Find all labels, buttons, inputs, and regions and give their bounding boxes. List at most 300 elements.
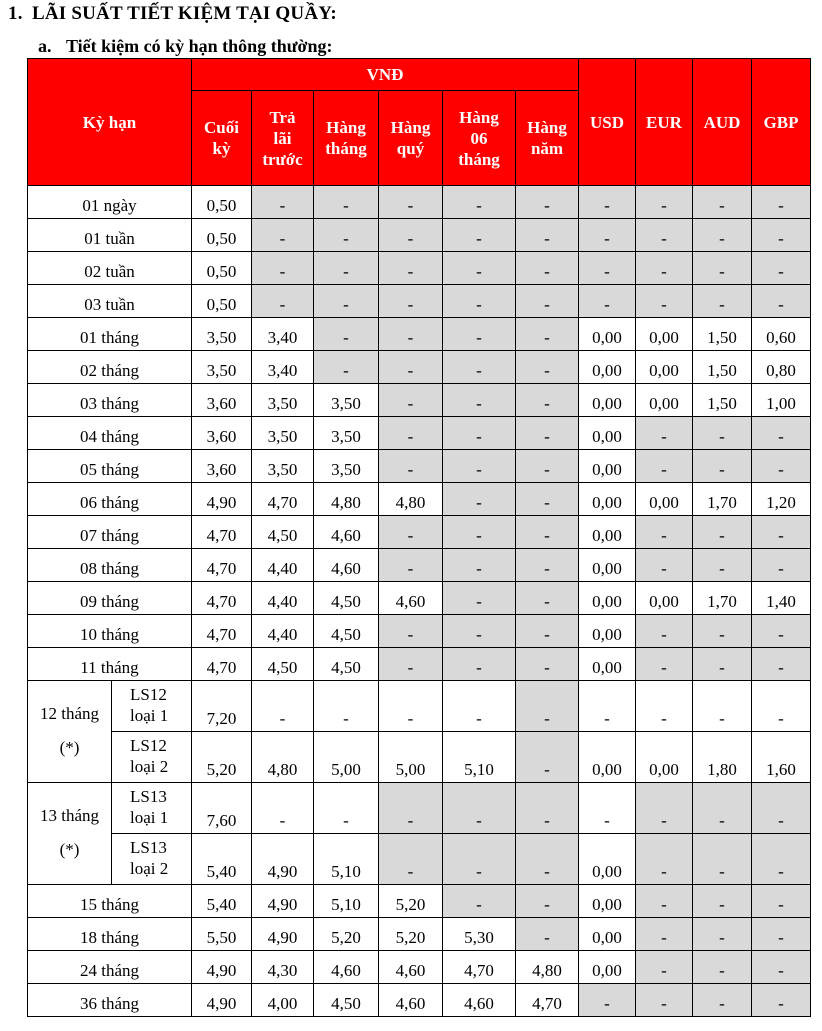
table-row — [28, 516, 811, 549]
rate-cell: - — [379, 681, 443, 732]
rate-cell: - — [752, 615, 811, 648]
rate-cell: 4,90 — [192, 483, 252, 516]
term-group-cell — [28, 783, 112, 885]
header-line: lãi — [273, 128, 292, 148]
rate-cell: 4,70 — [192, 549, 252, 582]
rate-cell: 4,30 — [252, 951, 314, 984]
rate-cell: - — [443, 615, 516, 648]
rate-cell: - — [516, 450, 579, 483]
rate-cell: - — [752, 918, 811, 951]
rate-cell: - — [636, 834, 693, 885]
term-cell: 11 tháng — [28, 648, 192, 681]
term-cell: 02 tháng — [28, 351, 192, 384]
currency-header: USD — [579, 59, 636, 186]
rate-cell: - — [443, 285, 516, 318]
rate-cell: - — [693, 516, 752, 549]
table-row — [28, 318, 811, 351]
rate-cell: 3,50 — [252, 450, 314, 483]
header-line: Cuối — [204, 118, 239, 137]
rate-cell: - — [693, 252, 752, 285]
term-group-label: 12 tháng — [39, 703, 100, 723]
rate-cell: 5,20 — [314, 918, 379, 951]
rate-cell: - — [443, 885, 516, 918]
rate-cell: 0,00 — [636, 318, 693, 351]
rate-cell: 4,70 — [192, 582, 252, 615]
table-row — [28, 252, 811, 285]
rate-cell: - — [693, 417, 752, 450]
section-number: 1. — [8, 3, 23, 24]
rate-cell: - — [636, 951, 693, 984]
rate-cell: - — [516, 351, 579, 384]
vnd-column-header — [516, 91, 579, 186]
rate-cell: - — [443, 351, 516, 384]
rate-cell: 0,00 — [579, 384, 636, 417]
rate-cell: - — [636, 984, 693, 1017]
table-row — [28, 582, 811, 615]
rate-cell: 4,60 — [443, 984, 516, 1017]
rate-cell: 4,60 — [314, 951, 379, 984]
rate-cell: - — [693, 951, 752, 984]
rate-cell: - — [379, 549, 443, 582]
rate-cell: - — [579, 783, 636, 834]
table-row — [28, 549, 811, 582]
table-row — [28, 951, 811, 984]
rate-cell: 4,60 — [379, 984, 443, 1017]
rate-cell: - — [379, 219, 443, 252]
rate-cell: - — [443, 783, 516, 834]
vnd-column-header — [192, 91, 252, 186]
rate-cell: - — [579, 285, 636, 318]
table-row — [28, 186, 811, 219]
term-cell: 03 tháng — [28, 384, 192, 417]
table-row — [28, 285, 811, 318]
rate-cell: - — [516, 783, 579, 834]
rate-cell: 4,70 — [192, 615, 252, 648]
rate-cell: 3,50 — [252, 417, 314, 450]
rate-cell: - — [752, 285, 811, 318]
rate-cell: 0,50 — [192, 252, 252, 285]
subsection-heading — [38, 36, 332, 57]
rate-cell: 7,20 — [192, 681, 252, 732]
table-row — [28, 681, 811, 732]
term-cell: 15 tháng — [28, 885, 192, 918]
rate-cell: 0,00 — [579, 648, 636, 681]
rate-cell: - — [579, 984, 636, 1017]
rate-cell: 4,90 — [252, 918, 314, 951]
rate-cell: 1,80 — [693, 732, 752, 783]
rate-cell: 4,80 — [379, 483, 443, 516]
rate-cell: - — [516, 582, 579, 615]
rate-cell: - — [516, 648, 579, 681]
rate-cell: - — [252, 783, 314, 834]
rate-cell: - — [314, 186, 379, 219]
rate-cell: - — [693, 450, 752, 483]
rate-cell: - — [252, 252, 314, 285]
rate-cell: 0,00 — [579, 834, 636, 885]
rate-type-cell — [112, 834, 192, 885]
rate-cell: 5,10 — [314, 885, 379, 918]
rate-cell: 4,70 — [192, 648, 252, 681]
header-line: Hàng — [459, 107, 499, 127]
term-cell: 01 ngày — [28, 186, 192, 219]
rate-cell: 1,70 — [693, 582, 752, 615]
rate-cell: - — [752, 219, 811, 252]
term-cell: 10 tháng — [28, 615, 192, 648]
section-title: LÃI SUẤT TIẾT KIỆM TẠI QUẦY: — [32, 3, 337, 24]
rate-cell: - — [693, 219, 752, 252]
term-cell: 02 tuần — [28, 252, 192, 285]
term-cell: 36 tháng — [28, 984, 192, 1017]
term-cell: 08 tháng — [28, 549, 192, 582]
rate-cell: 3,50 — [192, 351, 252, 384]
rate-cell: 4,80 — [314, 483, 379, 516]
term-group-label: (*) — [59, 737, 80, 757]
rate-cell: - — [379, 417, 443, 450]
table-row — [28, 219, 811, 252]
rate-cell: - — [693, 885, 752, 918]
header-line: tháng — [325, 139, 367, 158]
rate-cell: 0,00 — [636, 351, 693, 384]
rate-cell: 0,00 — [636, 483, 693, 516]
rate-cell: - — [579, 681, 636, 732]
rate-cell: - — [379, 834, 443, 885]
rate-cell: 0,50 — [192, 219, 252, 252]
rate-cell: - — [516, 732, 579, 783]
rate-cell: - — [636, 783, 693, 834]
rate-cell: - — [379, 783, 443, 834]
rate-cell: 4,50 — [252, 648, 314, 681]
rate-cell: 0,50 — [192, 186, 252, 219]
rate-cell: 0,00 — [636, 384, 693, 417]
rate-cell: 0,00 — [579, 483, 636, 516]
rate-cell: - — [752, 783, 811, 834]
rate-cell: - — [636, 918, 693, 951]
rate-cell: 4,50 — [314, 648, 379, 681]
rate-cell: 5,00 — [379, 732, 443, 783]
rate-cell: 3,50 — [314, 417, 379, 450]
rate-type-label: LS12 — [130, 736, 167, 755]
rate-cell: 5,20 — [379, 885, 443, 918]
rate-cell: 4,70 — [443, 951, 516, 984]
rate-cell: 5,40 — [192, 834, 252, 885]
rate-cell: - — [314, 219, 379, 252]
term-cell: 09 tháng — [28, 582, 192, 615]
table-row — [28, 483, 811, 516]
term-group-cell — [28, 681, 112, 783]
header-line: năm — [530, 139, 564, 158]
rate-type-cell — [112, 783, 192, 834]
rate-cell: - — [752, 417, 811, 450]
rate-cell: - — [752, 951, 811, 984]
rate-cell: 3,50 — [314, 384, 379, 417]
header-line: Trả — [269, 107, 296, 127]
rate-cell: - — [516, 681, 579, 732]
rate-cell: - — [752, 186, 811, 219]
rate-cell: 4,90 — [252, 834, 314, 885]
term-group-label: 13 tháng — [39, 805, 100, 825]
rate-cell: 5,40 — [192, 885, 252, 918]
rate-cell: - — [693, 186, 752, 219]
rate-cell: - — [516, 918, 579, 951]
rate-cell: 1,70 — [693, 483, 752, 516]
rate-cell: - — [516, 549, 579, 582]
rate-cell: - — [752, 450, 811, 483]
rate-cell: - — [579, 252, 636, 285]
rate-cell: - — [752, 516, 811, 549]
term-cell: 24 tháng — [28, 951, 192, 984]
rate-cell: - — [636, 417, 693, 450]
rate-cell: 5,10 — [443, 732, 516, 783]
rate-cell: 5,20 — [379, 918, 443, 951]
header-line: 06 — [470, 128, 488, 148]
rate-cell: 4,80 — [516, 951, 579, 984]
rate-cell: 3,60 — [192, 450, 252, 483]
rate-cell: 5,20 — [192, 732, 252, 783]
rate-cell: - — [443, 318, 516, 351]
rate-cell: - — [443, 648, 516, 681]
rate-cell: - — [636, 252, 693, 285]
rate-cell: 3,40 — [252, 318, 314, 351]
rate-cell: 4,60 — [379, 951, 443, 984]
rate-cell: 4,50 — [252, 516, 314, 549]
rate-type-label: loại 2 — [130, 859, 169, 878]
rate-cell: - — [636, 219, 693, 252]
rate-cell: - — [579, 186, 636, 219]
rate-cell: 0,00 — [579, 417, 636, 450]
rate-cell: 4,50 — [314, 615, 379, 648]
rate-cell: 4,70 — [192, 516, 252, 549]
rate-cell: 7,60 — [192, 783, 252, 834]
rate-type-label: LS12 — [130, 685, 167, 704]
term-cell: 01 tuần — [28, 219, 192, 252]
rate-cell: - — [443, 252, 516, 285]
subsection-title: Tiết kiệm có kỳ hạn thông thường: — [66, 36, 333, 56]
vnd-header: VNĐ — [192, 59, 579, 91]
rate-cell: - — [693, 783, 752, 834]
rate-cell: 3,60 — [192, 417, 252, 450]
rate-cell: 1,50 — [693, 351, 752, 384]
rate-cell: - — [636, 186, 693, 219]
rate-cell: - — [752, 681, 811, 732]
rate-cell: - — [314, 681, 379, 732]
table-row — [28, 384, 811, 417]
rate-cell: - — [516, 417, 579, 450]
rate-cell: 4,40 — [252, 549, 314, 582]
rate-cell: 3,50 — [314, 450, 379, 483]
rate-cell: 4,70 — [252, 483, 314, 516]
rate-cell: - — [443, 582, 516, 615]
rate-cell: 4,60 — [314, 549, 379, 582]
rate-cell: - — [379, 285, 443, 318]
header-line: quý — [396, 139, 425, 158]
rate-cell: - — [636, 615, 693, 648]
term-cell: 01 tháng — [28, 318, 192, 351]
table-row — [28, 885, 811, 918]
rate-cell: - — [252, 681, 314, 732]
rate-cell: 4,00 — [252, 984, 314, 1017]
header-line: Hàng — [527, 118, 567, 137]
term-cell: 05 tháng — [28, 450, 192, 483]
rate-cell: - — [443, 516, 516, 549]
rate-cell: - — [516, 834, 579, 885]
vnd-column-header — [252, 91, 314, 186]
rate-cell: 3,50 — [252, 384, 314, 417]
rate-cell: - — [252, 219, 314, 252]
rate-cell: - — [516, 384, 579, 417]
rate-cell: 1,20 — [752, 483, 811, 516]
rate-cell: 3,50 — [192, 318, 252, 351]
rate-cell: 3,40 — [252, 351, 314, 384]
rate-cell: 0,00 — [579, 450, 636, 483]
rate-cell: - — [379, 351, 443, 384]
rate-cell: - — [693, 648, 752, 681]
table-row — [28, 615, 811, 648]
rate-cell: - — [443, 450, 516, 483]
rate-cell: 4,40 — [252, 582, 314, 615]
vnd-column-header — [314, 91, 379, 186]
term-cell: 03 tuần — [28, 285, 192, 318]
rate-type-label: loại 1 — [130, 808, 169, 827]
table-row — [28, 783, 811, 834]
rate-cell: - — [314, 285, 379, 318]
rate-cell: - — [752, 984, 811, 1017]
header-line: Hàng — [390, 118, 431, 137]
term-cell: 07 tháng — [28, 516, 192, 549]
rate-cell: - — [516, 219, 579, 252]
rate-cell: - — [379, 516, 443, 549]
rate-cell: - — [252, 285, 314, 318]
rate-cell: - — [693, 984, 752, 1017]
rate-cell: - — [379, 450, 443, 483]
term-cell: 04 tháng — [28, 417, 192, 450]
table-row — [28, 732, 811, 783]
rate-cell: - — [516, 252, 579, 285]
rate-cell: 4,40 — [252, 615, 314, 648]
rate-cell: 5,00 — [314, 732, 379, 783]
rate-cell: - — [752, 549, 811, 582]
rate-cell: 4,90 — [252, 885, 314, 918]
currency-header: EUR — [636, 59, 693, 186]
rate-cell: - — [443, 483, 516, 516]
rate-cell: 1,50 — [693, 318, 752, 351]
rate-cell: - — [636, 549, 693, 582]
rate-type-cell — [112, 681, 192, 732]
rate-cell: - — [516, 516, 579, 549]
rate-cell: 4,70 — [516, 984, 579, 1017]
header-row — [28, 59, 811, 91]
rate-cell: 4,60 — [379, 582, 443, 615]
rate-cell: - — [314, 318, 379, 351]
rate-cell: 0,00 — [579, 549, 636, 582]
rate-cell: - — [443, 549, 516, 582]
rate-cell: 4,50 — [314, 582, 379, 615]
rate-cell: 4,50 — [314, 984, 379, 1017]
rate-cell: 0,50 — [192, 285, 252, 318]
rate-cell: - — [314, 783, 379, 834]
table-row — [28, 918, 811, 951]
rate-cell: - — [693, 834, 752, 885]
currency-header: GBP — [752, 59, 811, 186]
rate-cell: - — [379, 318, 443, 351]
rate-cell: - — [636, 450, 693, 483]
rate-cell: - — [693, 681, 752, 732]
table-row — [28, 648, 811, 681]
rate-cell: - — [252, 186, 314, 219]
vnd-column-header — [379, 91, 443, 186]
rate-cell: 0,00 — [579, 918, 636, 951]
rate-cell: 0,00 — [579, 951, 636, 984]
rate-cell: - — [516, 483, 579, 516]
table-row — [28, 984, 811, 1017]
rate-cell: - — [752, 648, 811, 681]
table-row — [28, 450, 811, 483]
rate-type-label: loại 1 — [130, 706, 169, 725]
term-cell: 06 tháng — [28, 483, 192, 516]
rate-cell: 0,60 — [752, 318, 811, 351]
rate-cell: 0,00 — [636, 732, 693, 783]
rate-cell: 1,00 — [752, 384, 811, 417]
rate-cell: 4,60 — [314, 516, 379, 549]
rate-cell: - — [379, 186, 443, 219]
rate-cell: - — [443, 186, 516, 219]
rate-cell: 5,50 — [192, 918, 252, 951]
rate-cell: - — [443, 417, 516, 450]
rate-cell: - — [516, 186, 579, 219]
rate-cell: - — [579, 219, 636, 252]
table-row — [28, 351, 811, 384]
interest-rate-table — [27, 58, 811, 1017]
term-group-label: (*) — [59, 839, 80, 859]
rate-cell: 0,00 — [579, 351, 636, 384]
header-line: trước — [262, 149, 303, 169]
rate-cell: - — [752, 834, 811, 885]
rate-cell: 4,90 — [192, 984, 252, 1017]
vnd-column-header — [443, 91, 516, 186]
rate-cell: 1,60 — [752, 732, 811, 783]
rate-cell: 1,40 — [752, 582, 811, 615]
rate-cell: - — [443, 681, 516, 732]
rate-cell: - — [443, 384, 516, 417]
rate-cell: 4,90 — [192, 951, 252, 984]
rate-cell: - — [379, 252, 443, 285]
rate-cell: - — [516, 285, 579, 318]
rate-cell: - — [693, 549, 752, 582]
rate-cell: - — [636, 516, 693, 549]
rate-cell: - — [443, 219, 516, 252]
rate-cell: 0,00 — [579, 516, 636, 549]
rate-cell: 0,00 — [579, 582, 636, 615]
header-line: tháng — [458, 149, 500, 169]
rate-cell: 1,50 — [693, 384, 752, 417]
rate-cell: 3,60 — [192, 384, 252, 417]
rate-cell: - — [752, 885, 811, 918]
rate-cell: 0,00 — [579, 732, 636, 783]
section-heading — [8, 3, 337, 25]
rate-type-cell — [112, 732, 192, 783]
term-header: Kỳ hạn — [28, 59, 192, 186]
rate-cell: 0,00 — [579, 885, 636, 918]
rate-cell: - — [636, 885, 693, 918]
rate-cell: - — [516, 318, 579, 351]
rate-cell: 0,80 — [752, 351, 811, 384]
rate-cell: 0,00 — [579, 318, 636, 351]
rate-cell: - — [693, 285, 752, 318]
rate-cell: - — [693, 918, 752, 951]
table-row — [28, 834, 811, 885]
rate-cell: - — [636, 681, 693, 732]
subsection-number: a. — [38, 36, 52, 56]
rate-cell: 0,00 — [579, 615, 636, 648]
